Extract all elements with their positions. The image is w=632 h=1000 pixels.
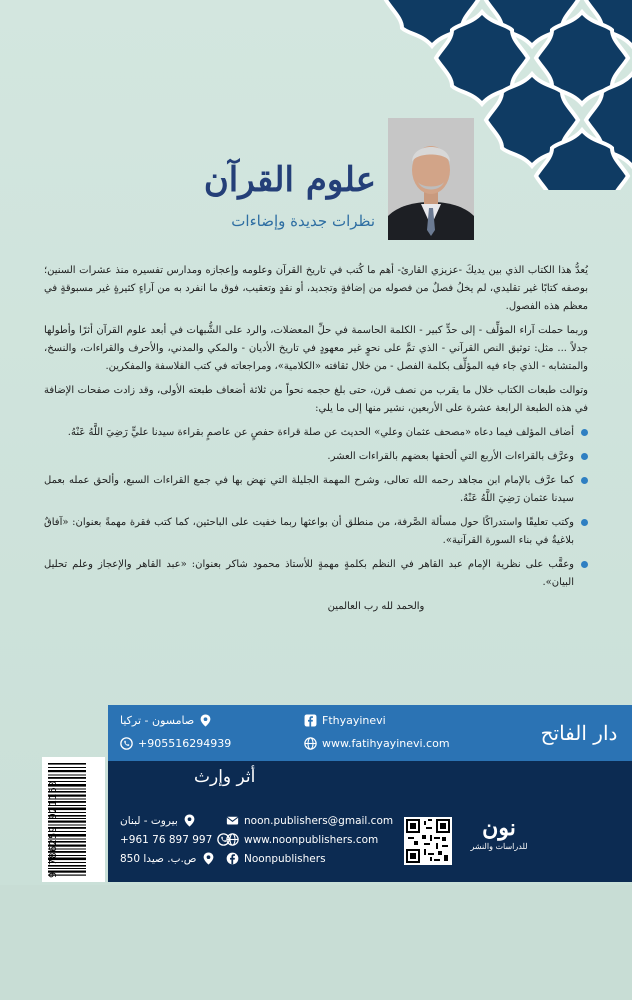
book-subtitle: نظرات جديدة وإضاءات (231, 212, 375, 230)
list-item: أضاف المؤلف فيما دعاه «مصحف عثمان وعلي» الحديث عن صلة قراءة حفصٍ عن عاصمٍ بقراءة سيدنا عليٍّ رَضِيَ اللَّهُ عَنْهُ. (44, 424, 588, 442)
publisher-logo-sub: للدراسات والنشر (470, 842, 528, 851)
email-icon (226, 814, 239, 827)
blurb-paragraph: وربما حملت آراء المؤلِّف - إلى حدٍّ كبير - الكلمة الحاسمة في حلِّ المعضلات، والرد على الشُّبهات في أبعد علوم القرآن أثرًا وأطولها جدلاً ... مثل: توثيق النص القرآني - الذي تمَّ على نحوٍ غير معهودٍ في تاريخ الأديان - والمكي والمدني، والأحرف والقراءات، والنسخ، والمتشابه - الذي جاء فيه المؤلِّف بكلمة الفصل - من خلال ثقافته «الكلامية»، ومراجعاته في كتب الفلاسفة والمفكرين. (44, 325, 588, 372)
publisher-panel (108, 761, 632, 882)
bullet-icon (581, 453, 588, 460)
whatsapp-icon (120, 737, 133, 750)
globe-icon (304, 737, 317, 750)
distributor-facebook: Fthyayinevi (304, 714, 386, 727)
author-photo (388, 118, 474, 240)
book-title: علوم القرآن (203, 160, 376, 200)
publisher-location: بيروت - لبنان (120, 814, 196, 827)
bullet-icon (581, 561, 588, 568)
list-item: وكتب تعليقًا واستدراكًا حول مسألة الصَّرفة، من منطلق أن بواعثها ربما خفيت على الباحثين، كما كتب فقرة مهمةً بعنوان: «آفاقٌ بلاغيةٌ في بناء السورة القرآنية». (44, 514, 588, 550)
distributor-website: www.fatihyayinevi.com (304, 737, 450, 750)
blurb-paragraph: وتوالت طبعات الكتاب خلال ما يقرب من نصف قرن، حتى بلغ حجمه نحواً من ثلاثة أضعاف طبعته الأولى، وقد زادت صفحات الإضافة في هذه الطبعة الرابعة عشرة على الأربعين، نشير منها إلى ما يلي: (44, 385, 588, 414)
publisher-pobox: ص.ب. صيدا 850 (120, 852, 215, 865)
facebook-icon (226, 852, 239, 865)
publisher-email: noon.publishers@gmail.com (226, 814, 393, 827)
qr-code (404, 817, 452, 865)
distributor-strip (108, 705, 632, 761)
isbn-number: 9 786259 921150 (48, 780, 59, 878)
blurb-paragraph: يُعدُّ هذا الكتاب الذي بين يديكَ -عزيزي القارئ- أهم ما كُتب في تاريخ القرآن وعلومه وإعجازه ومدارس تفسيره منذ عشرات السنين؛ بوصفه كتابًا غير تقليدي، لم يخلُ فصلٌ من فصوله من إضافةٍ وتجديد، أو نقدٍ وتعقيب، فوق ما انفرد به من آراءٍ كثيرةٍ غير مسبوقةٍ في معظم هذه الفصول. (44, 265, 588, 312)
closing-line: والحمد لله رب العالمين (327, 601, 425, 612)
bullet-icon (581, 519, 588, 526)
bottom-margin (0, 885, 632, 1000)
location-pin-icon (183, 814, 196, 827)
list-item: وعقَّب على نظرية الإمام عبد القاهر في النظم بكلمةٍ مهمةٍ للأستاذ محمود شاكر بعنوان: «عبد القاهر والإعجاز وعلم تحليل البيان». (44, 556, 588, 592)
additions-list (44, 424, 588, 592)
publisher-website: www.noonpublishers.com (226, 833, 378, 846)
publisher-social: Noonpublishers (226, 852, 326, 865)
qr-pattern (406, 819, 450, 863)
distributor-logo: دار الفاتح (540, 721, 618, 745)
publisher-motto: أثر وإرث (194, 767, 256, 787)
publisher-logo (464, 815, 534, 871)
location-pin-icon (202, 852, 215, 865)
list-item: كما عرَّف بالإمام ابن مجاهد رحمه الله تعالى، وشرح المهمة الجليلة التي نهض بها في جمع القراءات السبع، وألحق عمله بعمل سيدنا عثمان رَضِيَ اللَّهُ عَنْهُ. (44, 472, 588, 508)
distributor-location: صامسون - تركيا (120, 714, 212, 727)
list-item: وعرَّف بالقراءات الأربع التي ألحقها بعضهم بالقراءات العشر. (44, 448, 588, 466)
globe-icon (226, 833, 239, 846)
back-cover-blurb (44, 262, 588, 616)
publisher-phone: +961 76 897 997 (120, 833, 230, 846)
publisher-logo-main: نون (482, 815, 516, 841)
location-pin-icon (199, 714, 212, 727)
bullet-icon (581, 477, 588, 484)
bullet-icon (581, 429, 588, 436)
facebook-icon (304, 714, 317, 727)
distributor-phone: +905516294939 (120, 737, 231, 750)
